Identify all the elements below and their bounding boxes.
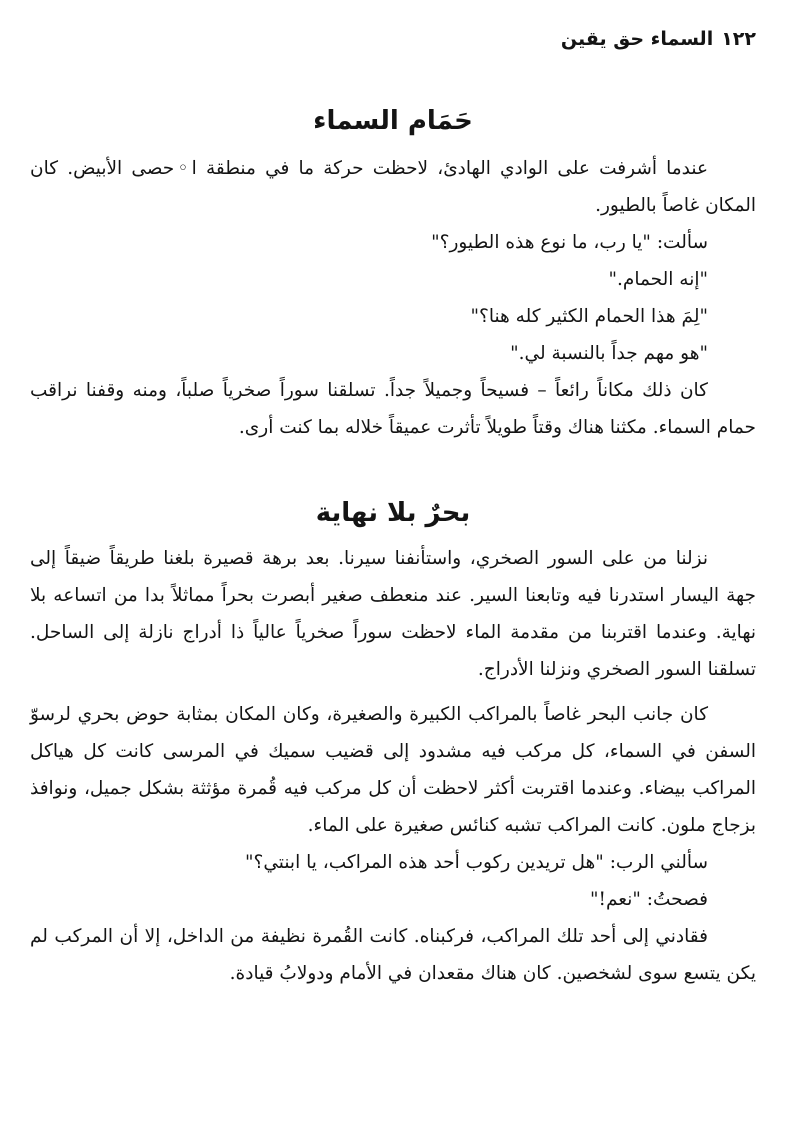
running-head (30, 28, 756, 58)
dialog-line: سألت: "يا رب، ما نوع هذه الطيور؟" (431, 232, 708, 253)
book-title: السماء حق يقين (560, 28, 714, 50)
dialog-line: سألني الرب: "هل تريدين ركوب أحد هذه المراكب، يا ابنتي؟" (245, 852, 708, 873)
dialog-line: "هو مهم جداً بالنسبة لي." (510, 343, 708, 364)
paragraph: كان ذلك مكاناً رائعاً – فسيحاً وجميلاً جداً. تسلقنا سوراً صخرياً صلباً، ومنه وقفنا نراقب حمام السماء. مكثنا هناك وقتاً طويلاً تأثرت عميقاً خلاله بما كنت أرى. (30, 380, 756, 438)
paragraph: فقادني إلى أحد تلك المراكب، فركبناه. كانت القُمرة نظيفة من الداخل، إلا أن المركب لم يكن يتسع سوى لشخصين. كان هناك مقعدان في الأمام ودولابُ قيادة. (30, 926, 756, 984)
paragraph: كان جانب البحر غاصاً بالمراكب الكبيرة والصغيرة، وكان المكان بمثابة حوض بحري لرسوّ السفن في السماء، كل مركب فيه مشدود إلى قضيب سميك في المرسى كانت كل هياكل المراكب بيضاء. وعندما اقتربت أكثر لاحظت أن كل مركب فيه قُمرة مؤثثة بشكل جميل، ونوافذ بزجاج ملون. كانت المراكب تشبه كنائس صغيرة على الماء. (30, 704, 756, 836)
dialog-line: "إنه الحمام." (608, 269, 708, 290)
paragraph: نزلنا من على السور الصخري، واستأنفنا سيرنا. بعد برهة قصيرة بلغنا طريقاً ضيقاً إلى جهة اليسار استدرنا فيه وتابعنا السير. عند منعطف صغير أبصرت بحراً مماثلاً بدا من اتساعه بلا نهاية. وعندما اقتربنا من مقدمة الماء لاحظت سوراً صخرياً عالياً ذا أدراج نازلة إلى الساحل. تسلقنا السور الصخري ونزلنا الأدراج. (30, 548, 756, 680)
dialog-line: "لِمَ هذا الحمام الكثير كله هنا؟" (470, 306, 708, 327)
paragraph: عندما أشرفت على الوادي الهادئ، لاحظت حركة ما في منطقة ا◦حصى الأبيض. كان المكان غاصاً بالطيور. (30, 158, 756, 216)
section-title-heavenly-doves: حَمَام السماء (313, 106, 473, 136)
dialog-line: فصحتُ: "نعم!" (590, 889, 708, 910)
page-number: ١٢٢ (721, 28, 756, 50)
section-title-endless-sea: بحرٌ بلا نهاية (315, 498, 471, 528)
